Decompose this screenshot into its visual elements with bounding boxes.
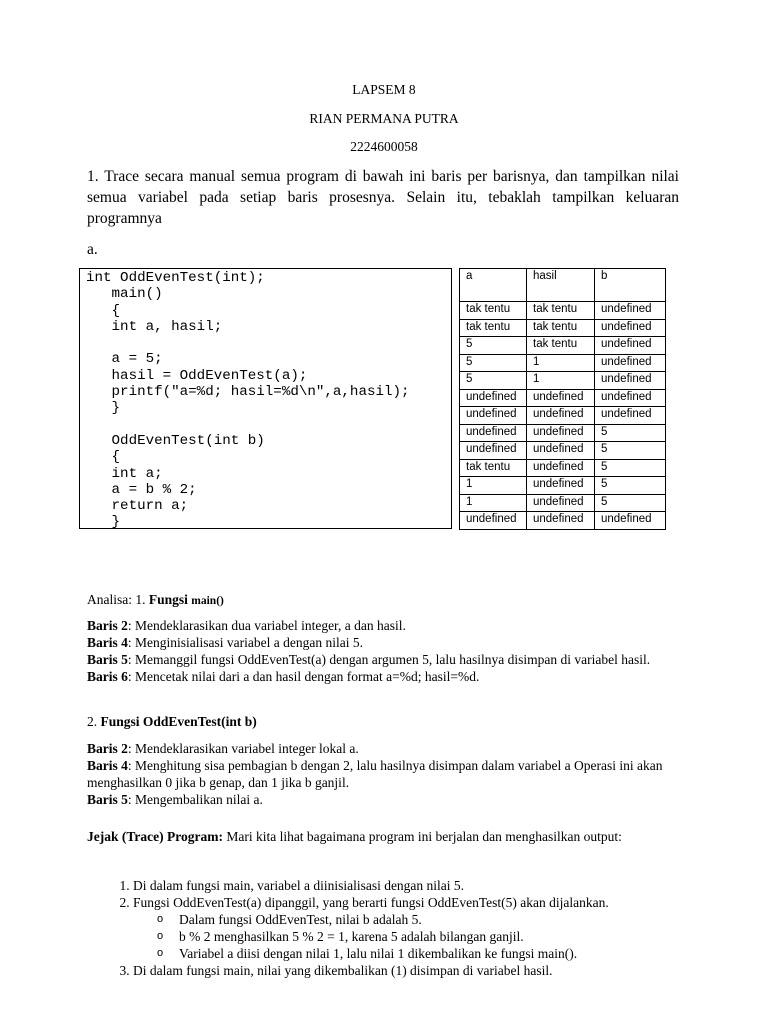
table-row	[460, 424, 666, 442]
sub-list	[133, 911, 679, 962]
line-text: : Menghitung sisa pembagian b dengan 2, lalu hasilnya disimpan dalam variabel a Operasi ini akan menghasilkan 0 jika b genap, dan 1 jika b ganjil.	[87, 758, 663, 790]
table-cell: 5	[460, 337, 527, 355]
question-text: 1. Trace secara manual semua program di bawah ini baris per barisnya, dan tampilkan nilai semua variabel pada setiap baris prosesnya. Selain itu, tebaklah tampilkan keluaran programnya	[87, 168, 679, 227]
trace-program-text: Mari kita lihat bagaimana program ini berjalan dan menghasilkan output:	[222, 829, 622, 844]
table-row	[460, 459, 666, 477]
code-line: int a;	[86, 465, 163, 482]
code-line: {	[86, 302, 121, 319]
sub-list-item: o b % 2 menghasilkan 5 % 2 = 1, karena 5 adalah bilangan ganjil.	[179, 928, 679, 945]
code-line	[86, 335, 451, 351]
table-cell: tak tentu	[527, 337, 595, 355]
sub-list-item: o Variabel a diisi dengan nilai 1, lalu nilai 1 dikembalikan ke fungsi main().	[179, 945, 679, 962]
sub-list-item: o Dalam fungsi OddEvenTest, nilai b adalah 5.	[179, 911, 679, 928]
main-analysis	[87, 617, 679, 685]
student-id: 2224600058	[350, 139, 418, 154]
table-cell: undefined	[595, 302, 666, 320]
table-cell: 1	[527, 354, 595, 372]
table-row	[460, 512, 666, 530]
table-cell: undefined	[595, 372, 666, 390]
table-cell: 5	[595, 477, 666, 495]
analysis-line	[87, 791, 677, 808]
table-cell: undefined	[527, 477, 595, 495]
line-text: : Menginisialisasi variabel a dengan nilai 5.	[127, 635, 363, 650]
line-text: : Mencetak nilai dari a dan hasil dengan format a=%d; hasil=%d.	[127, 669, 480, 684]
table-row	[460, 389, 666, 407]
trace-table-header	[460, 269, 666, 302]
table-cell: 1	[527, 372, 595, 390]
code-line: hasil = OddEvenTest(a);	[86, 367, 308, 384]
table-cell: tak tentu	[460, 459, 527, 477]
line-text: : Mendeklarasikan dua variabel integer, a dan hasil.	[127, 618, 406, 633]
table-cell: undefined	[527, 424, 595, 442]
trace-table	[459, 268, 666, 530]
code-line: main()	[86, 286, 163, 303]
line-text: : Mengembalikan nilai a.	[127, 792, 263, 807]
table-cell: undefined	[527, 512, 595, 530]
table-cell: undefined	[460, 442, 527, 460]
table-cell: 5	[460, 354, 527, 372]
table-cell: undefined	[527, 407, 595, 425]
header-a: a	[460, 269, 527, 302]
table-row	[460, 407, 666, 425]
table-cell: undefined	[527, 459, 595, 477]
analysis-line	[87, 617, 679, 634]
line-label: Baris 2	[87, 618, 128, 633]
table-cell: undefined	[595, 354, 666, 372]
table-cell: undefined	[527, 389, 595, 407]
line-label: Baris 6	[87, 669, 128, 684]
table-cell: 5	[595, 459, 666, 477]
table-cell: undefined	[460, 512, 527, 530]
list-item	[133, 877, 679, 894]
code-line: a = b % 2;	[86, 481, 197, 498]
code-line: return a;	[86, 498, 189, 515]
line-label: Baris 4	[87, 635, 128, 650]
line-label: Baris 4	[87, 758, 128, 773]
table-cell: tak tentu	[460, 302, 527, 320]
analysis-bold: Fungsi	[148, 592, 192, 607]
table-cell: 5	[595, 442, 666, 460]
analysis-line	[87, 651, 679, 668]
trace-program-intro	[87, 828, 679, 845]
line-label: Baris 2	[87, 741, 128, 756]
section2-heading	[87, 713, 679, 730]
analysis-func-name: main()	[191, 595, 224, 607]
document-title: LAPSEM 8	[352, 82, 416, 97]
table-row	[460, 442, 666, 460]
table-cell: undefined	[595, 407, 666, 425]
code-line: int OddEvenTest(int);	[86, 270, 265, 286]
table-cell: undefined	[527, 494, 595, 512]
table-cell: undefined	[527, 442, 595, 460]
code-line: {	[86, 449, 121, 466]
trace-program-bold: Jejak (Trace) Program:	[87, 829, 223, 844]
analysis-prefix: Analisa: 1.	[87, 592, 149, 607]
table-cell: tak tentu	[527, 302, 595, 320]
table-cell: 1	[460, 494, 527, 512]
header-hasil: hasil	[527, 269, 595, 302]
table-cell: undefined	[460, 424, 527, 442]
table-cell: undefined	[460, 389, 527, 407]
code-line: }	[86, 514, 121, 531]
header-b: b	[595, 269, 666, 302]
table-row	[460, 372, 666, 390]
step-text: Di dalam fungsi main, variabel a diinisialisasi dengan nilai 5.	[133, 878, 465, 893]
step-text: Di dalam fungsi main, nilai yang dikembalikan (1) disimpan di variabel hasil.	[133, 963, 553, 978]
table-row	[460, 319, 666, 337]
table-cell: undefined	[595, 337, 666, 355]
line-text: : Mendeklarasikan variabel integer lokal a.	[127, 741, 359, 756]
table-cell: undefined	[595, 389, 666, 407]
code-line: OddEvenTest(int b)	[86, 432, 265, 449]
table-cell: undefined	[460, 407, 527, 425]
func-analysis	[87, 740, 677, 808]
code-line: printf("a=%d; hasil=%d\n",a,hasil);	[86, 384, 410, 401]
table-cell: undefined	[595, 512, 666, 530]
section2-prefix: 2.	[87, 714, 101, 729]
table-row	[460, 494, 666, 512]
author-name: RIAN PERMANA PUTRA	[309, 111, 459, 126]
question-sub-label: a.	[87, 241, 98, 258]
table-row	[460, 337, 666, 355]
code-line: a = 5;	[86, 351, 163, 368]
line-label: Baris 5	[87, 792, 128, 807]
analysis-line	[87, 668, 679, 685]
table-cell: tak tentu	[460, 319, 527, 337]
table-cell: 5	[460, 372, 527, 390]
table-cell: tak tentu	[527, 319, 595, 337]
code-line: }	[86, 400, 121, 417]
list-item	[133, 894, 679, 962]
table-row	[460, 477, 666, 495]
analysis-line	[87, 634, 679, 651]
analysis-line	[87, 757, 677, 791]
code-line	[86, 417, 451, 433]
table-cell: 5	[595, 424, 666, 442]
table-row	[460, 354, 666, 372]
analysis-line	[87, 740, 677, 757]
table-cell: 1	[460, 477, 527, 495]
line-text: : Memanggil fungsi OddEvenTest(a) dengan argumen 5, lalu hasilnya disimpan di variabel hasil.	[127, 652, 651, 667]
code-block	[79, 268, 452, 529]
analysis-heading	[87, 591, 679, 610]
list-item	[133, 962, 679, 979]
table-cell: 5	[595, 494, 666, 512]
table-cell: undefined	[595, 319, 666, 337]
section2-bold: Fungsi OddEvenTest(int b)	[100, 714, 257, 729]
step-text: Fungsi OddEvenTest(a) dipanggil, yang berarti fungsi OddEvenTest(5) akan dijalankan.	[133, 895, 609, 910]
code-line: int a, hasil;	[86, 318, 223, 335]
trace-steps	[87, 877, 679, 979]
table-row	[460, 302, 666, 320]
line-label: Baris 5	[87, 652, 128, 667]
